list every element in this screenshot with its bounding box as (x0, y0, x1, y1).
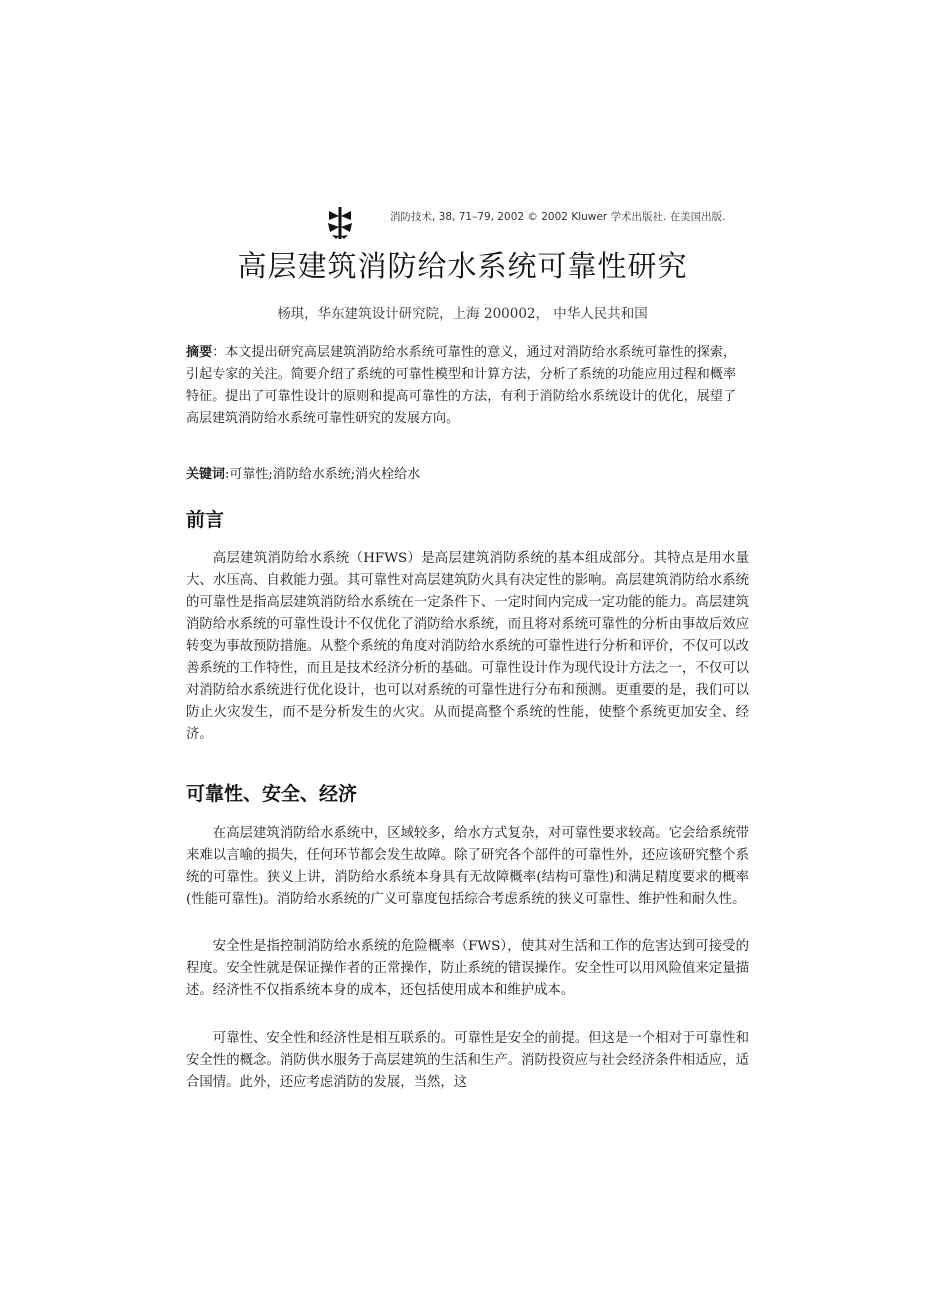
citation-line: 消防技术, 38, 71–79, 2002 © 2002 Kluwer 学术出版社. 在美国出版. (390, 211, 726, 223)
keywords (186, 464, 746, 486)
publisher-logo-icon (326, 206, 354, 240)
abstract-text: ：本文提出研究高层建筑消防给水系统可靠性的意义，通过对消防给水系统可靠性的探索，引起专家的关注。简要介绍了系统的可靠性模型和计算方法，分析了系统的功能应用过程和概率特征。提出了可靠性设计的原则和提高可靠性的方法，有利于消防给水系统设计的优化，展望了高层建筑消防给水系统可靠性研究的发展方向。 (186, 345, 736, 426)
page-header (326, 206, 766, 242)
keywords-text: :可靠性;消防给水系统;消火栓给水 (225, 467, 421, 482)
keywords-label: 关键词 (186, 467, 226, 482)
paper-title: 高层建筑消防给水系统可靠性研究 (237, 249, 688, 283)
section-heading-intro: 前言 (186, 509, 225, 531)
section-heading-reliability: 可靠性、安全、经济 (186, 783, 358, 805)
reliability-paragraph-2: 安全性是指控制消防给水系统的危险概率（FWS），使其对生活和工作的危害达到可接受的程度。安全性就是保证操作者的正常操作，防止系统的错误操作。安全性可以用风险值来定量描述。经济性不仅指系统本身的成本，还包括使用成本和维护成本。 (186, 939, 749, 998)
reliability-paragraph-1: 在高层建筑消防给水系统中，区域较多，给水方式复杂，对可靠性要求较高。它会给系统带来难以言喻的损失，任何环节都会发生故障。除了研究各个部件的可靠性外，还应该研究整个系统的可靠性。狭义上讲，消防给水系统本身具有无故障概率(结构可靠性)和满足精度要求的概率(性能可靠性)。消防给水系统的广义可靠度包括综合考虑系统的狭义可靠性、维护性和耐久性。 (186, 826, 749, 907)
abstract (186, 342, 736, 430)
reliability-paragraph-3: 可靠性、安全性和经济性是相互联系的。可靠性是安全的前提。但这是一个相对于可靠性和安全性的概念。消防供水服务于高层建筑的生活和生产。消防投资应与社会经济条件相适应，适合国情。此外，还应考虑消防的发展，当然，这 (186, 1031, 749, 1090)
author-affiliation: 杨琪，华东建筑设计研究院，上海 200002， 中华人民共和国 (277, 306, 648, 322)
abstract-label: 摘要 (186, 345, 213, 360)
intro-paragraph: 高层建筑消防给水系统（HFWS）是高层建筑消防系统的基本组成部分。其特点是用水量大、水压高、自救能力强。其可靠性对高层建筑防火具有决定性的影响。高层建筑消防给水系统的可靠性是指高层建筑消防给水系统在一定条件下、一定时间内完成一定功能的能力。高层建筑消防给水系统的可靠性设计不仅优化了消防给水系统，而且将对系统可靠性的分析由事故后效应转变为事故预防措施。从整个系统的角度对消防给水系统的可靠性进行分析和评价，不仅可以改善系统的工作特性，而且是技术经济分析的基础。可靠性设计作为现代设计方法之一，不仅可以对消防给水系统进行优化设计，也可以对系统的可靠性进行分布和预测。更重要的是，我们可以防止火灾发生，而不是分析发生的火灾。从而提高整个系统的性能，使整个系统更加安全、经济。 (186, 551, 749, 742)
